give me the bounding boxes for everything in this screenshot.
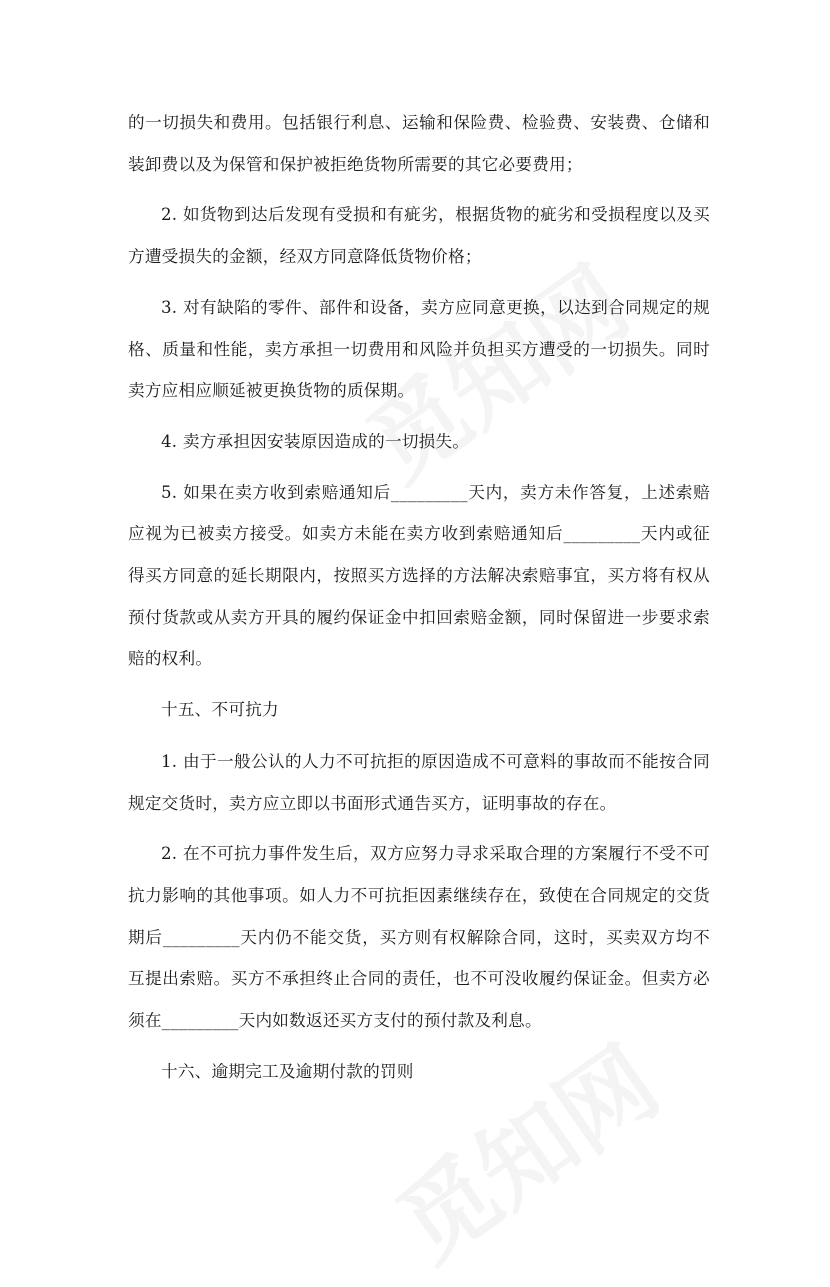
paragraph-continuation: 的一切损失和费用。包括银行利息、运输和保险费、检验费、安装费、仓储和装卸费以及为保管和保护被拒绝货物所需要的其它必要费用； — [128, 113, 710, 174]
section-heading-penalties: 十六、逾期完工及逾期付款的罚则 — [161, 1061, 414, 1081]
paragraph-item-4: 4. 卖方承担因安装原因造成的一切损失。 — [161, 431, 470, 451]
section-heading-force-majeure: 十五、不可抗力 — [161, 700, 279, 720]
document-body — [128, 102, 710, 1102]
paragraph-item-5: 5. 如果在卖方收到索赔通知后_________天内，卖方未作答复，上述索赔应视为已被卖方接受。如卖方未能在卖方收到索赔通知后_________天内或征得买方同意的延长期限内，按照买方选择的方法解决索赔事宜，买方将有权从预付货款或从卖方开具的履约保证金中扣回索赔金额，同时保留进一步要求索赔的权利。 — [128, 482, 710, 669]
paragraph-item-2: 2. 如货物到达后发现有受损和有疵劣，根据货物的疵劣和受损程度以及买方遭受损失的金额，经双方同意降低货物价格； — [128, 205, 710, 267]
paragraph-item-3: 3. 对有缺陷的零件、部件和设备，卖方应同意更换，以达到合同规定的规格、质量和性能，卖方承担一切费用和风险并负担买方遭受的一切损失。同时卖方应相应顺延被更换货物的质保期。 — [128, 297, 710, 401]
paragraph-force-majeure-2: 2. 在不可抗力事件发生后，双方应努力寻求采取合理的方案履行不受不可抗力影响的其他事项。如人力不可抗拒因素继续存在，致使在合同规定的交货期后_________天内仍不能交货，买方则有权解除合同，这时，买卖双方均不互提出索赔。买方不承担终止合同的责任，也不可没收履约保证金。但卖方必须在_________天内如数返还买方支付的预付款及利息。 — [128, 844, 710, 1031]
paragraph-force-majeure-1: 1. 由于一般公认的人力不可抗拒的原因造成不可意料的事故而不能按合同规定交货时，卖方应立即以书面形式通告买方，证明事故的存在。 — [128, 751, 710, 813]
